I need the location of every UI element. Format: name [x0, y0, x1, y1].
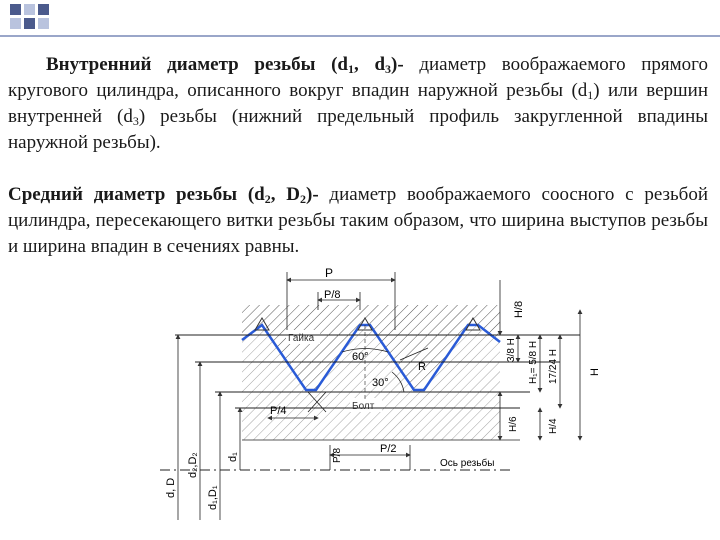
- label-17-24: 17/24 H: [548, 348, 559, 384]
- body-text: диаметр воображаемого соосного с резьбой цилиндра, пересекающего витки резьбы таким образом, что ширина выступов резьбы и ширина впадин в сечениях равны.: [8, 184, 708, 257]
- label-pitch: P: [325, 266, 334, 280]
- label-nut: Гайка: [288, 333, 315, 344]
- term-part: , D: [270, 184, 300, 205]
- subscript: 3: [132, 114, 139, 128]
- term-text: Средний диаметр резьбы: [8, 184, 238, 205]
- term-part: )-: [306, 184, 319, 205]
- label-p4: P/4: [270, 405, 287, 417]
- label-p2: P/2: [380, 443, 397, 455]
- label-h8: H/8: [513, 300, 525, 318]
- label-h6: H/6: [508, 416, 519, 432]
- label-bolt: Болт: [352, 401, 375, 412]
- term-part: (d: [331, 54, 349, 75]
- label-d2-D2: d₂,D₂: [187, 452, 199, 478]
- label-thread-axis: Ось резьбы: [440, 458, 495, 469]
- body-text: ) резьбы (нижний предельный профиль закругленной впадины наружной резьбы).: [8, 106, 709, 153]
- term-part: )-: [391, 54, 404, 75]
- term-part: (d: [247, 184, 265, 205]
- label-angle-30: 30°: [372, 377, 389, 389]
- label-h4: H/4: [548, 418, 559, 434]
- label-d1: d₁: [227, 452, 239, 462]
- subscript: 2: [264, 192, 271, 206]
- label-p8-small: P/8: [332, 447, 343, 463]
- subscript: 1: [587, 88, 594, 102]
- body-text: диаметр воображаемого прямого кругового цилиндра, описанного вокруг впадин наружной резьбы (d: [8, 54, 708, 101]
- label-radius: R: [418, 361, 426, 373]
- label-p8: P/8: [324, 289, 341, 301]
- body-text: ) или вершин внутренней (d: [8, 80, 709, 127]
- label-h1: H₁= 5/8 H: [528, 340, 539, 384]
- label-H: H: [589, 368, 601, 376]
- term-part: , d: [354, 54, 386, 75]
- term-text: Внутренний диаметр резьбы: [46, 54, 316, 75]
- label-angle-60: 60°: [352, 351, 369, 363]
- label-d-D: d, D: [165, 477, 177, 498]
- label-d1-D1: d₁,D₁: [207, 485, 219, 510]
- label-3-8h: 3/8 H: [506, 338, 517, 362]
- subscript: 1: [348, 62, 355, 76]
- subscript: 2: [300, 192, 306, 206]
- subscript: 3: [385, 62, 392, 76]
